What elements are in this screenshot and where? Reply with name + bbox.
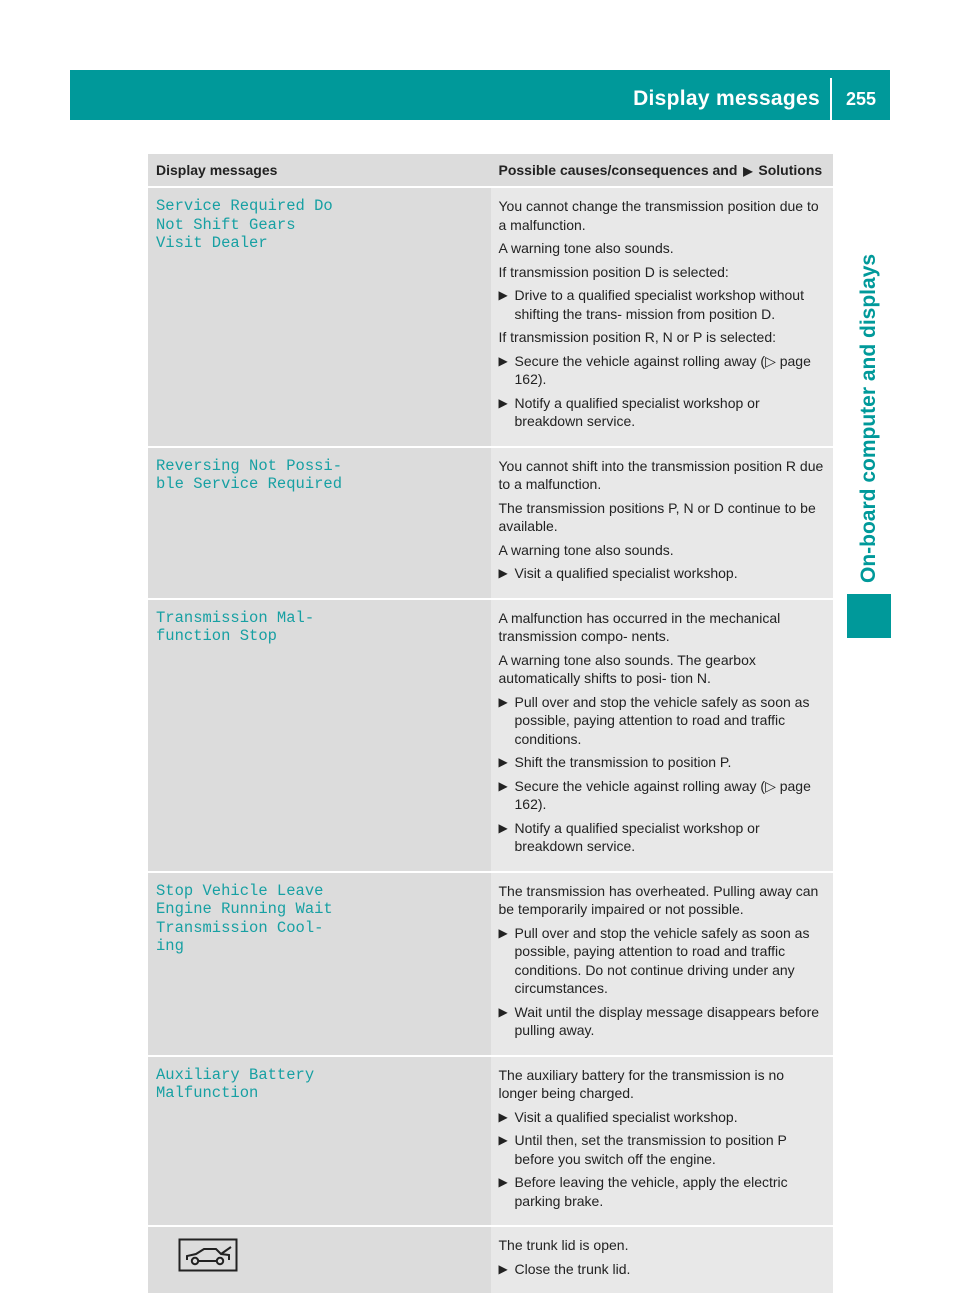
cause-text bbox=[499, 239, 826, 258]
arrow-right-icon: ▶ bbox=[498, 1133, 508, 1147]
item-text: The transmission has overheated. Pulling away can be temporarily impaired or not possible. bbox=[498, 882, 819, 917]
arrow-right-icon: ▶ bbox=[498, 1261, 508, 1276]
col-header-suffix: Solutions bbox=[758, 162, 823, 178]
cause-text bbox=[499, 1066, 826, 1103]
arrow-right-icon: ▶ bbox=[498, 1175, 508, 1189]
solutions-cell bbox=[491, 1226, 834, 1294]
display-message-text: Service Required Do Not Shift Gears Visit Dealer bbox=[156, 197, 333, 252]
table-row bbox=[148, 1226, 833, 1294]
item-text: Visit a qualified specialist workshop. bbox=[514, 1108, 738, 1125]
item-text: You cannot shift into the transmission position R due to a malfunction. bbox=[498, 457, 824, 492]
table-row bbox=[148, 872, 833, 1056]
item-text: The auxiliary battery for the transmission is no longer being charged. bbox=[498, 1066, 785, 1101]
solution-step bbox=[499, 1003, 826, 1040]
message-cell bbox=[148, 1056, 491, 1227]
arrow-right-icon: ▶ bbox=[498, 353, 508, 368]
page-header-bar bbox=[70, 70, 890, 120]
item-text: Notify a qualified specialist workshop or breakdown service. bbox=[514, 819, 760, 854]
arrow-right-icon: ▶ bbox=[498, 925, 508, 940]
item-text: The transmission positions P, N or D continue to be available. bbox=[498, 499, 816, 534]
display-message-text: Auxiliary Battery Malfunction bbox=[156, 1065, 315, 1102]
item-text: A warning tone also sounds. bbox=[498, 240, 674, 256]
arrow-right-icon: ▶ bbox=[743, 164, 753, 178]
solution-step bbox=[499, 286, 826, 323]
item-text: Shift the transmission to position P. bbox=[514, 754, 732, 770]
col-header-display-messages: Display messages bbox=[148, 154, 491, 187]
solution-step bbox=[499, 1131, 826, 1168]
message-cell bbox=[148, 447, 491, 599]
item-text: Wait until the display message disappears before pulling away. bbox=[514, 1003, 820, 1038]
solution-step bbox=[499, 564, 826, 583]
solutions-cell bbox=[491, 187, 834, 447]
table-body bbox=[148, 187, 833, 1294]
solution-step bbox=[499, 1173, 826, 1210]
table-row bbox=[148, 1056, 833, 1227]
cause-text bbox=[499, 328, 826, 347]
item-text: A warning tone also sounds. The gearbox automatically shifts to posi- tion N. bbox=[498, 651, 756, 686]
arrow-right-icon: ▶ bbox=[498, 778, 508, 793]
arrow-right-icon: ▶ bbox=[498, 1004, 508, 1019]
item-text: Close the trunk lid. bbox=[514, 1260, 631, 1277]
item-text: Visit a qualified specialist workshop. bbox=[514, 565, 738, 581]
solution-step bbox=[499, 1108, 826, 1127]
cause-text bbox=[499, 197, 826, 234]
item-text: If transmission position R, N or P is selected: bbox=[498, 329, 777, 345]
table-header-row bbox=[148, 154, 833, 187]
arrow-right-icon: ▶ bbox=[498, 755, 508, 769]
solution-step bbox=[499, 777, 826, 814]
solution-step bbox=[499, 1260, 826, 1279]
cause-text bbox=[499, 457, 826, 494]
page-section-title: Display messages bbox=[633, 87, 820, 110]
solutions-cell bbox=[491, 599, 834, 872]
cause-text bbox=[499, 263, 826, 282]
item-text: Drive to a qualified specialist workshop without shifting the trans- mission from position D. bbox=[514, 287, 804, 322]
cause-text bbox=[499, 651, 826, 688]
item-text: Pull over and stop the vehicle safely as soon as possible, paying attention to road and traffic conditions. Do not continue driving under any circumstances. bbox=[514, 924, 810, 996]
arrow-right-icon: ▶ bbox=[498, 820, 508, 835]
display-message-text: Transmission Mal‐ function Stop bbox=[156, 608, 315, 645]
item-text: Before leaving the vehicle, apply the electric parking brake. bbox=[514, 1174, 788, 1209]
display-message-text: Stop Vehicle Leave Engine Running Wait Transmission Cool‐ ing bbox=[156, 881, 333, 955]
item-text: If transmission position D is selected: bbox=[498, 263, 729, 280]
col-header-solutions bbox=[491, 154, 834, 187]
message-cell bbox=[148, 872, 491, 1056]
arrow-right-icon: ▶ bbox=[498, 288, 508, 302]
item-text: A warning tone also sounds. bbox=[498, 541, 674, 558]
solution-step bbox=[499, 753, 826, 772]
chapter-side-tab bbox=[847, 594, 891, 638]
chapter-side-label-text: On-board computer and displays bbox=[857, 253, 880, 583]
cause-text bbox=[499, 882, 826, 919]
arrow-right-icon: ▶ bbox=[498, 694, 508, 709]
message-cell bbox=[148, 187, 491, 447]
solution-step bbox=[499, 352, 826, 389]
cause-text bbox=[499, 541, 826, 560]
item-text: Pull over and stop the vehicle safely as soon as possible, paying attention to road and traffic conditions. bbox=[514, 693, 810, 747]
display-message-text: Reversing Not Possi‐ ble Service Required bbox=[156, 456, 343, 493]
solution-step bbox=[499, 693, 826, 749]
arrow-right-icon: ▶ bbox=[498, 1109, 508, 1124]
item-text: Secure the vehicle against rolling away (▷ page 162). bbox=[514, 352, 811, 387]
display-messages-table bbox=[148, 154, 833, 1295]
item-text: A malfunction has occurred in the mechanical transmission compo- nents. bbox=[498, 609, 781, 644]
solution-step bbox=[499, 819, 826, 856]
item-text: Secure the vehicle against rolling away (▷ page 162). bbox=[514, 777, 811, 812]
message-cell bbox=[148, 1226, 491, 1294]
solutions-cell bbox=[491, 1056, 834, 1227]
cause-text bbox=[499, 1236, 826, 1255]
item-text: The trunk lid is open. bbox=[498, 1237, 629, 1253]
item-text: Until then, set the transmission to position P before you switch off the engine. bbox=[514, 1132, 787, 1167]
solution-step bbox=[499, 394, 826, 431]
cause-text bbox=[499, 609, 826, 646]
col-header-prefix: Possible causes/consequences and bbox=[498, 162, 738, 178]
solution-step bbox=[499, 924, 826, 998]
arrow-right-icon: ▶ bbox=[498, 566, 508, 580]
table-row bbox=[148, 599, 833, 872]
solutions-cell bbox=[491, 872, 834, 1056]
trunk-open-icon bbox=[178, 1238, 238, 1272]
item-text: Notify a qualified specialist workshop or breakdown service. bbox=[514, 394, 760, 429]
table-row bbox=[148, 447, 833, 599]
page-number: 255 bbox=[845, 89, 877, 109]
item-text: You cannot change the transmission position due to a malfunction. bbox=[498, 198, 819, 233]
message-cell bbox=[148, 599, 491, 872]
arrow-right-icon: ▶ bbox=[498, 395, 508, 410]
solutions-cell bbox=[491, 447, 834, 599]
cause-text bbox=[499, 499, 826, 536]
table-row bbox=[148, 187, 833, 447]
